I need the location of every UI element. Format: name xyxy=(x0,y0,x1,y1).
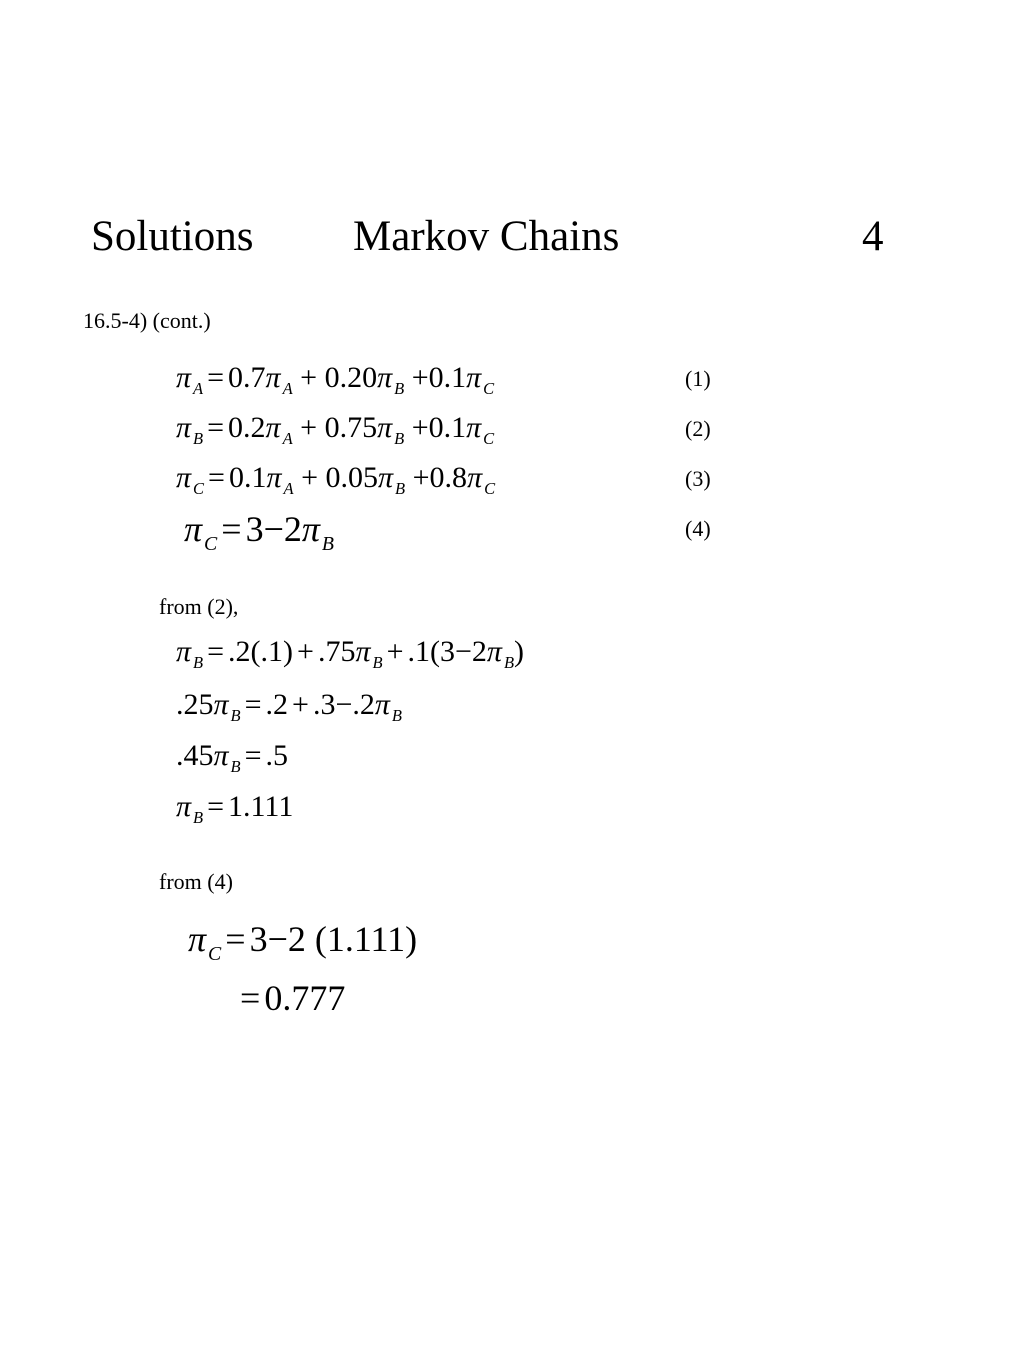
derivation-result-pi-b: π $_B$ = 1.111 xyxy=(176,790,294,828)
equation-number: (4) xyxy=(685,516,711,541)
derivation-label: from (4) xyxy=(159,869,233,894)
page-title: Markov Chains xyxy=(353,213,620,260)
equation-4: π $_C$ = 3−2π $_B$ xyxy=(184,509,335,555)
page-number: 4 xyxy=(862,213,884,260)
problem-label: 16.5-4) (cont.) xyxy=(83,308,211,333)
derivation-step-2: .25π $_B$ = .2 + .3−.2π $_B$ xyxy=(176,688,403,726)
derivation-label: from (2), xyxy=(159,594,239,619)
equation-number: (2) xyxy=(685,416,711,441)
equation-2: π $_B$ = 0.2π $_A$ + 0.75π $_B$ +0.1π $_C$ xyxy=(176,411,495,449)
header-section-label: Solutions xyxy=(91,213,254,260)
result-pi-c-expression: π $_C$ = 3−2 (1.111) xyxy=(188,919,418,965)
equation-3: π $_C$ = 0.1π $_A$ + 0.05π $_B$ +0.8π $_C$ xyxy=(176,461,496,499)
equation-number: (3) xyxy=(685,466,711,491)
equation-number: (1) xyxy=(685,366,711,391)
equation-1: π $_A$ = 0.7π $_A$ + 0.20π $_B$ +0.1π $_C$ xyxy=(176,361,495,399)
derivation-step-3: .45π $_B$ = .5 xyxy=(176,739,289,777)
result-pi-c-value: = 0.777 xyxy=(240,978,346,1018)
derivation-step-1: π $_B$ = .2(.1) + .75π $_B$ + .1(3−2π $_B$) xyxy=(176,635,525,673)
